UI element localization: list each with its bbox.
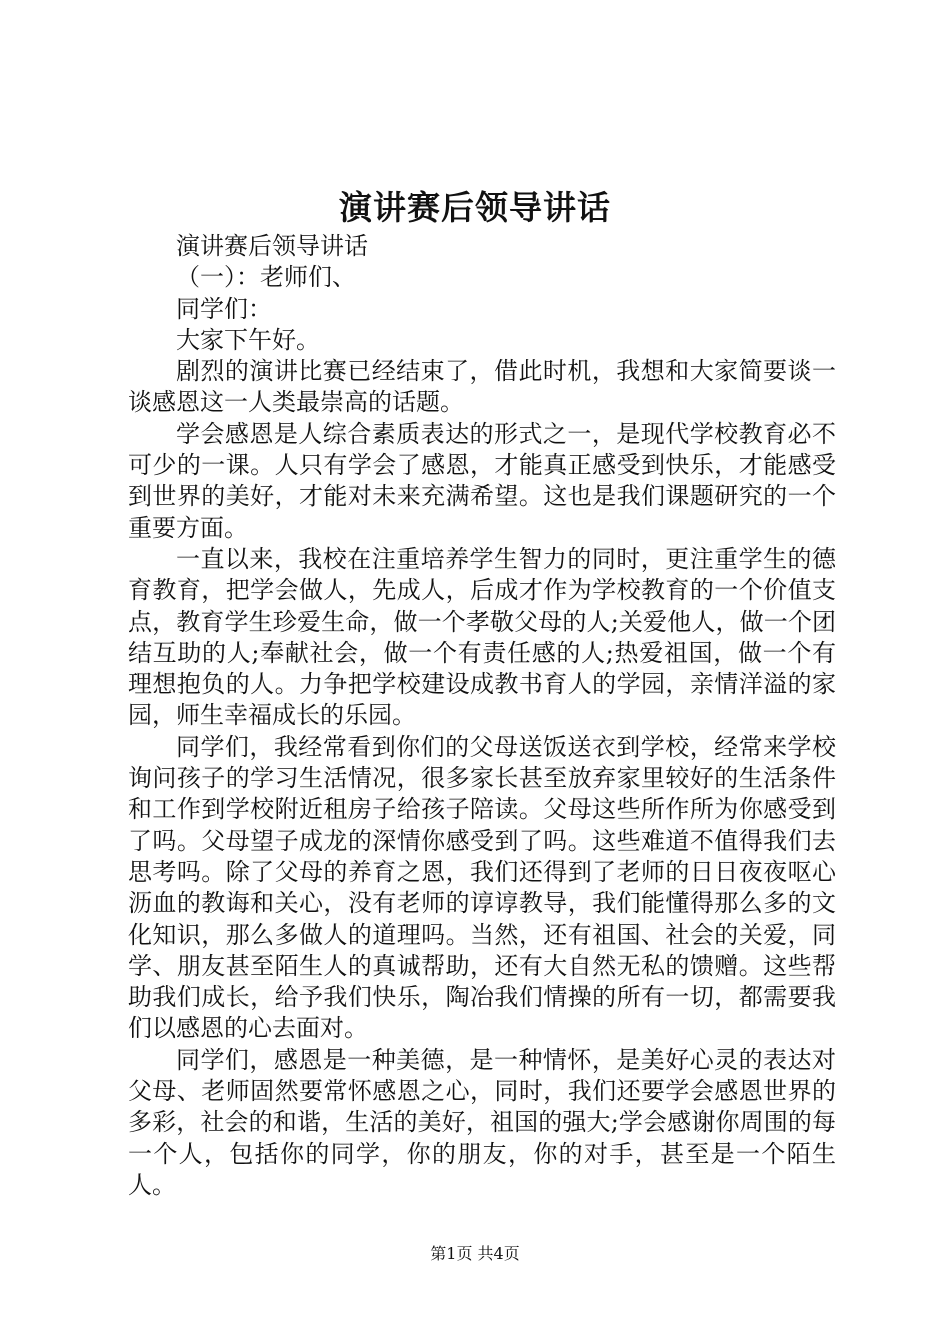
document-body — [128, 231, 836, 1201]
paragraph-salutation-students: 同学们： — [176, 294, 272, 323]
paragraph-school-mission: 一直以来，我校在注重培养学生智力的同时，更注重学生的德育教育，把学会做人，先成人，后成才作为学校教育的一个价值支点，教育学生珍爱生命，做一个孝敬父母的人;关爱他人，做一个团结互助的人;奉献社会，做一个有责任感的人;热爱祖国，做一个有理想抱负的人。力争把学校建设成教书育人的学园，亲情洋溢的家园，师生幸福成长的乐园。 — [128, 544, 836, 730]
page-footer: 第1页 共4页 — [430, 1244, 520, 1263]
paragraph-opening: 剧烈的演讲比赛已经结束了，借此时机，我想和大家简要谈一谈感恩这一人类最崇高的话题。 — [128, 357, 836, 417]
paragraph-subtitle: 演讲赛后领导讲话 — [176, 232, 368, 260]
paragraph-parents-teachers: 同学们，我经常看到你们的父母送饭送衣到学校，经常来学校询问孩子的学习生活情况，很多家长甚至放弃家里较好的生活条件和工作到学校附近租房子给孩子陪读。父母这些所作所为你感受到了吗。父母望子成龙的深情你感受到了吗。这些难道不值得我们去思考吗。除了父母的养育之恩，我们还得到了老师的日日夜夜呕心沥血的教诲和关心，没有老师的谆谆教导，我们能懂得那么多的文化知识，那么多做人的道理吗。当然，还有祖国、社会的关爱，同学、朋友甚至陌生人的真诚帮助，还有大自然无私的馈赠。这些帮助我们成长，给予我们快乐，陶冶我们情操的所有一切，都需要我们以感恩的心去面对。 — [128, 732, 836, 1043]
paragraph-virtue: 同学们，感恩是一种美德，是一种情怀，是美好心灵的表达对父母、老师固然要常怀感恩之心，同时，我们还要学会感恩世界的多彩，社会的和谐，生活的美好，祖国的强大;学会感谢你周围的每一个人，包括你的同学，你的朋友，你的对手，甚至是一个陌生人。 — [128, 1045, 836, 1199]
paragraph-gratitude-education: 学会感恩是人综合素质表达的形式之一，是现代学校教育必不可少的一课。人只有学会了感恩，才能真正感受到快乐，才能感受到世界的美好，才能对未来充满希望。这也是我们课题研究的一个重要方面。 — [128, 419, 836, 542]
document-title: 演讲赛后领导讲话 — [339, 188, 611, 227]
paragraph-salutation-teachers: （一）：老师们、 — [176, 263, 356, 292]
paragraph-greeting: 大家下午好。 — [176, 325, 320, 354]
